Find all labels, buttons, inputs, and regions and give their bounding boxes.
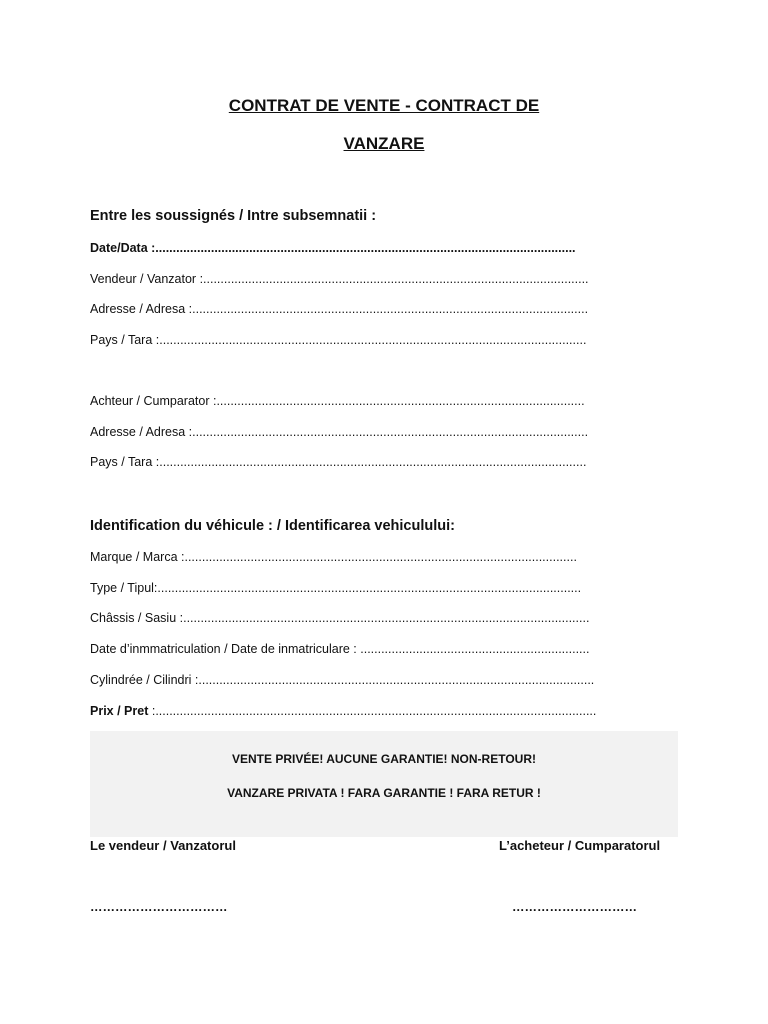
buyer-signature-label: L’acheteur / Cumparatorul (499, 838, 661, 853)
notice-line-ro: VANZARE PRIVATA ! FARA GARANTIE ! FARA RETUR ! (227, 786, 541, 800)
seller-country-field: Pays / Tara :........................................................................................................................... (90, 333, 587, 347)
seller-signature-label: Le vendeur / Vanzatorul (90, 838, 236, 853)
vehicle-type-field: Type / Tipul:.......................................................................................................................... (90, 581, 582, 595)
seller-date-field: Date/Data :......................................................................................................................... (90, 241, 576, 255)
vehicle-brand-field: Marque / Marca :................................................................................................................. (90, 550, 577, 564)
contract-title-line2: VANZARE (343, 134, 425, 153)
seller-signature-line: …………………………… (90, 900, 228, 914)
vehicle-heading-ro: Identificarea vehiculului: (284, 518, 455, 534)
buyer-address-field: Adresse / Adresa :.................................................................................................................. (90, 425, 589, 439)
buyer-name-field: Achteur / Cumparator :.......................................................................................................... (90, 394, 585, 408)
buyer-signature-line: ………………………… (512, 900, 637, 914)
price-label: Prix / Pret (90, 704, 149, 718)
seller-address-field: Adresse / Adresa :.................................................................................................................. (90, 302, 589, 316)
vehicle-heading (90, 518, 455, 534)
seller-name-field: Vendeur / Vanzator :............................................................................................................... (90, 272, 589, 286)
vehicle-registration-date-field: Date d’inmmatriculation / Date de inmatriculare : .................................................................. (90, 642, 590, 656)
vehicle-heading-fr: Identification du véhicule : / (90, 518, 285, 534)
buyer-country-field: Pays / Tara :........................................................................................................................... (90, 455, 587, 469)
contract-title-line1: CONTRAT DE VENTE - CONTRACT DE (228, 96, 540, 115)
private-sale-notice-box (90, 731, 678, 837)
notice-line-fr: VENTE PRIVÉE! AUCUNE GARANTIE! NON-RETOUR! (231, 752, 536, 766)
price-field (90, 704, 596, 718)
price-dots: :............................................................................................................................... (148, 704, 597, 718)
vehicle-chassis-field: Châssis / Sasiu :..................................................................................................................... (90, 611, 590, 625)
parties-heading: Entre les soussignés / Intre subsemnatii : (90, 208, 377, 224)
vehicle-displacement-field: Cylindrée / Cilindri :.................................................................................................................. (90, 673, 595, 687)
